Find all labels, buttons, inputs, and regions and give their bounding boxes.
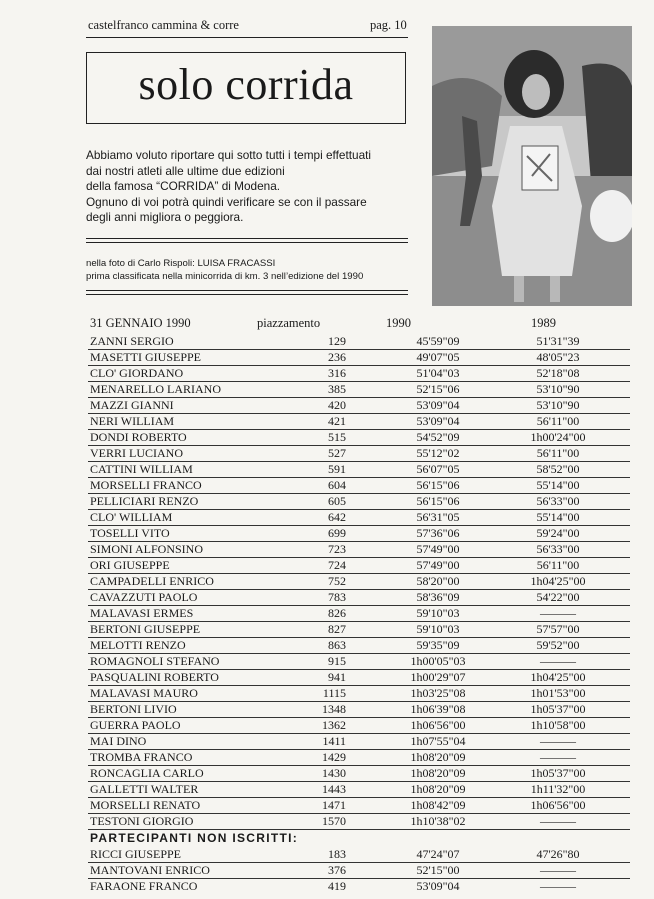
table-row (88, 590, 630, 606)
placement: 827 (328, 622, 346, 636)
table-row (88, 782, 630, 798)
runner-name: TESTONI GIORGIO (90, 814, 194, 828)
time-1990: 53'09"04 (416, 398, 460, 412)
time-1989: ——— (540, 750, 576, 764)
time-1989: 56'11"00 (536, 414, 580, 428)
runner-name: MAI DINO (90, 734, 147, 748)
time-1990: 59'35"09 (416, 638, 460, 652)
runner-name: TOSELLI VITO (90, 526, 170, 540)
runner-name: RONCAGLIA CARLO (90, 766, 204, 780)
time-1989: ——— (540, 734, 576, 748)
runner-name: ROMAGNOLI STEFANO (90, 654, 220, 668)
table-row (88, 847, 630, 863)
intro-line: dai nostri atleti alle ultime due edizioni (86, 163, 285, 178)
time-1990: 51'04"03 (416, 366, 460, 380)
time-1990: 47'24"07 (416, 847, 460, 861)
time-1990: 1h08'20"09 (410, 782, 466, 796)
placement: 724 (328, 558, 346, 572)
time-1990: 1h08'20"09 (410, 766, 466, 780)
time-1990: 54'52"09 (416, 430, 460, 444)
time-1990: 59'10"03 (416, 622, 460, 636)
table-row (88, 606, 630, 622)
caption-line: nella foto di Carlo Rispoli: LUISA FRACASSI (86, 258, 276, 269)
runner-name: CATTINI WILLIAM (90, 462, 193, 476)
column-header-1990: 1990 (386, 316, 411, 330)
time-1989: ——— (540, 863, 576, 877)
runner-name: GUERRA PAOLO (90, 718, 181, 732)
table-row (88, 879, 630, 894)
time-1989: ——— (540, 654, 576, 668)
placement: 826 (328, 606, 346, 620)
runner-name: PASQUALINI ROBERTO (90, 670, 219, 684)
runner-name: RICCI GIUSEPPE (90, 847, 182, 861)
time-1990: 52'15"00 (416, 863, 460, 877)
caption-line: prima classificata nella minicorrida di km. 3 nell’edizione del 1990 (86, 271, 364, 282)
time-1989: 48'05"23 (536, 350, 580, 364)
runner-name: CAMPADELLI ENRICO (90, 574, 214, 588)
runner-name: ZANNI SERGIO (90, 334, 174, 348)
time-1990: 1h00'05"03 (410, 654, 466, 668)
time-1989: 51'31"39 (536, 334, 580, 348)
placement: 1429 (322, 750, 346, 764)
photo-illustration (432, 26, 632, 306)
time-1990: 57'49"00 (416, 542, 460, 556)
time-1989: 55'14"00 (536, 510, 580, 524)
runner-name: ORI GIUSEPPE (90, 558, 170, 572)
column-header-1989: 1989 (531, 316, 556, 330)
placement: 915 (328, 654, 346, 668)
time-1990: 57'49"00 (416, 558, 460, 572)
placement: 1348 (322, 702, 346, 716)
time-1990: 1h03'25"08 (410, 686, 466, 700)
time-1989: 1h00'24"00 (530, 430, 586, 444)
time-1989: 56'11"00 (536, 558, 580, 572)
runner-name: BERTONI LIVIO (90, 702, 177, 716)
runner-name: VERRI LUCIANO (90, 446, 183, 460)
table-row (88, 510, 630, 526)
time-1990: 1h08'20"09 (410, 750, 466, 764)
time-1990: 45'59"09 (416, 334, 460, 348)
time-1990: 1h06'56"00 (410, 718, 466, 732)
runner-name: DONDI ROBERTO (90, 430, 187, 444)
intro-line: degli anni migliora o peggiora. (86, 210, 244, 225)
runner-name: TROMBA FRANCO (90, 750, 193, 764)
time-1990: 56'15"06 (416, 494, 460, 508)
time-1990: 55'12"02 (416, 446, 460, 460)
table-row (88, 494, 630, 510)
placement: 316 (328, 366, 346, 380)
table-row (88, 446, 630, 462)
placement: 1430 (322, 766, 346, 780)
table-row (88, 702, 630, 718)
time-1989: 1h04'25"00 (530, 670, 586, 684)
runner-name: BERTONI GIUSEPPE (90, 622, 201, 636)
placement: 129 (328, 334, 346, 348)
time-1990: 53'09"04 (416, 414, 460, 428)
runner-name: MORSELLI RENATO (90, 798, 201, 812)
results-table (88, 334, 630, 894)
time-1989: 1h05'37"00 (530, 766, 586, 780)
placement: 527 (328, 446, 346, 460)
table-row (88, 863, 630, 879)
table-row (88, 622, 630, 638)
table-row (88, 654, 630, 670)
time-1990: 1h00'29"07 (410, 670, 466, 684)
intro-line: Ognuno di voi potrà quindi verificare se con il passare (86, 194, 367, 209)
table-row (88, 814, 630, 830)
placement: 376 (328, 863, 346, 877)
time-1990: 58'36"09 (416, 590, 460, 604)
runner-name: MALAVASI ERMES (90, 606, 194, 620)
page-title: solo corrida (138, 60, 354, 109)
time-1990: 58'20"00 (416, 574, 460, 588)
column-header-placement: piazzamento (257, 316, 321, 330)
placement: 236 (328, 350, 346, 364)
runner-name: MALAVASI MAURO (90, 686, 198, 700)
time-1990: 1h10'38"02 (410, 814, 466, 828)
placement: 1362 (322, 718, 346, 732)
table-row (88, 526, 630, 542)
table-row (88, 670, 630, 686)
table-row (88, 542, 630, 558)
table-row (88, 366, 630, 382)
time-1989: 1h11'32"00 (530, 782, 586, 796)
table-row (88, 686, 630, 702)
runner-name: MAZZI GIANNI (90, 398, 174, 412)
time-1989: 59'24"00 (536, 526, 580, 540)
time-1989: 1h05'37"00 (530, 702, 586, 716)
time-1989: 53'10"90 (536, 398, 580, 412)
time-1990: 59'10"03 (416, 606, 460, 620)
time-1989: 56'11"00 (536, 446, 580, 460)
time-1989: 1h10'58"00 (530, 718, 586, 732)
time-1989: ——— (540, 879, 576, 893)
placement: 1115 (322, 686, 346, 700)
placement: 605 (328, 494, 346, 508)
header-rule (86, 37, 408, 38)
table-row (88, 734, 630, 750)
runner-name: NERI WILLIAM (90, 414, 175, 428)
table-row (88, 558, 630, 574)
placement: 419 (328, 879, 346, 893)
runner-name: GALLETTI WALTER (90, 782, 199, 796)
table-row (88, 766, 630, 782)
placement: 421 (328, 414, 346, 428)
divider-upper (86, 238, 408, 243)
placement: 1570 (322, 814, 346, 828)
placement: 1411 (322, 734, 346, 748)
runner-name: CLO' WILLIAM (90, 510, 173, 524)
time-1990: 56'31"05 (416, 510, 460, 524)
header-publication: castelfranco cammina & corre (88, 18, 239, 32)
time-1989: 1h01'53"00 (530, 686, 586, 700)
placement: 183 (328, 847, 346, 861)
time-1990: 56'07"05 (416, 462, 460, 476)
table-date-heading: 31 GENNAIO 1990 (90, 316, 191, 330)
intro-line: della famosa “CORRIDA” di Modena. (86, 179, 281, 194)
time-1989: ——— (540, 606, 576, 620)
runner-name: MASETTI GIUSEPPE (90, 350, 202, 364)
runner-name: CLO' GIORDANO (90, 366, 184, 380)
table-row (88, 574, 630, 590)
intro-line: Abbiamo voluto riportare qui sotto tutti i tempi effettuati (86, 148, 372, 162)
photo-caption (86, 257, 363, 283)
table-row (88, 750, 630, 766)
time-1989: 47'26"80 (536, 847, 580, 861)
table-row (88, 718, 630, 734)
time-1989: 54'22"00 (536, 590, 580, 604)
placement: 420 (328, 398, 346, 412)
time-1990: 52'15"06 (416, 382, 460, 396)
table-row (88, 414, 630, 430)
time-1990: 1h08'42"09 (410, 798, 466, 812)
runner-name: MORSELLI FRANCO (90, 478, 202, 492)
time-1990: 1h06'39"08 (410, 702, 466, 716)
time-1989: 56'33"00 (536, 542, 580, 556)
placement: 863 (328, 638, 346, 652)
time-1990: 53'09"04 (416, 879, 460, 893)
runner-name: MANTOVANI ENRICO (90, 863, 210, 877)
table-row (88, 638, 630, 654)
placement: 1443 (322, 782, 346, 796)
runner-name: MELOTTI RENZO (90, 638, 186, 652)
runner-name: FARAONE FRANCO (90, 879, 198, 893)
placement: 642 (328, 510, 346, 524)
header-page-number: pag. 10 (370, 18, 407, 32)
section-non-registered: PARTECIPANTI NON ISCRITTI: (90, 831, 299, 845)
table-row (88, 334, 630, 350)
table-row (88, 382, 630, 398)
time-1989: 57'57"00 (536, 622, 580, 636)
runner-photo (432, 26, 632, 306)
divider-lower (86, 290, 408, 295)
table-row (88, 398, 630, 414)
placement: 1471 (322, 798, 346, 812)
placement: 941 (328, 670, 346, 684)
runner-name: MENARELLO LARIANO (90, 382, 221, 396)
table-row (88, 478, 630, 494)
time-1989: 55'14"00 (536, 478, 580, 492)
table-row (88, 350, 630, 366)
time-1989: 59'52"00 (536, 638, 580, 652)
intro-paragraph (86, 148, 416, 226)
time-1990: 56'15"06 (416, 478, 460, 492)
placement: 699 (328, 526, 346, 540)
runner-name: PELLICIARI RENZO (90, 494, 199, 508)
time-1989: 1h06'56"00 (530, 798, 586, 812)
placement: 515 (328, 430, 346, 444)
runner-name: CAVAZZUTI PAOLO (90, 590, 198, 604)
placement: 604 (328, 478, 346, 492)
time-1990: 49'07"05 (416, 350, 460, 364)
time-1990: 57'36"06 (416, 526, 460, 540)
placement: 752 (328, 574, 346, 588)
placement: 783 (328, 590, 346, 604)
table-row (88, 430, 630, 446)
time-1989: 53'10"90 (536, 382, 580, 396)
table-row (88, 462, 630, 478)
placement: 385 (328, 382, 346, 396)
time-1989: 1h04'25"00 (530, 574, 586, 588)
runner-name: SIMONI ALFONSINO (90, 542, 204, 556)
time-1989: 56'33"00 (536, 494, 580, 508)
title-box (86, 52, 406, 124)
time-1990: 1h07'55"04 (410, 734, 466, 748)
placement: 723 (328, 542, 346, 556)
time-1989: 58'52"00 (536, 462, 580, 476)
table-row (88, 798, 630, 814)
time-1989: 52'18"08 (536, 366, 580, 380)
time-1989: ——— (540, 814, 576, 828)
placement: 591 (328, 462, 346, 476)
